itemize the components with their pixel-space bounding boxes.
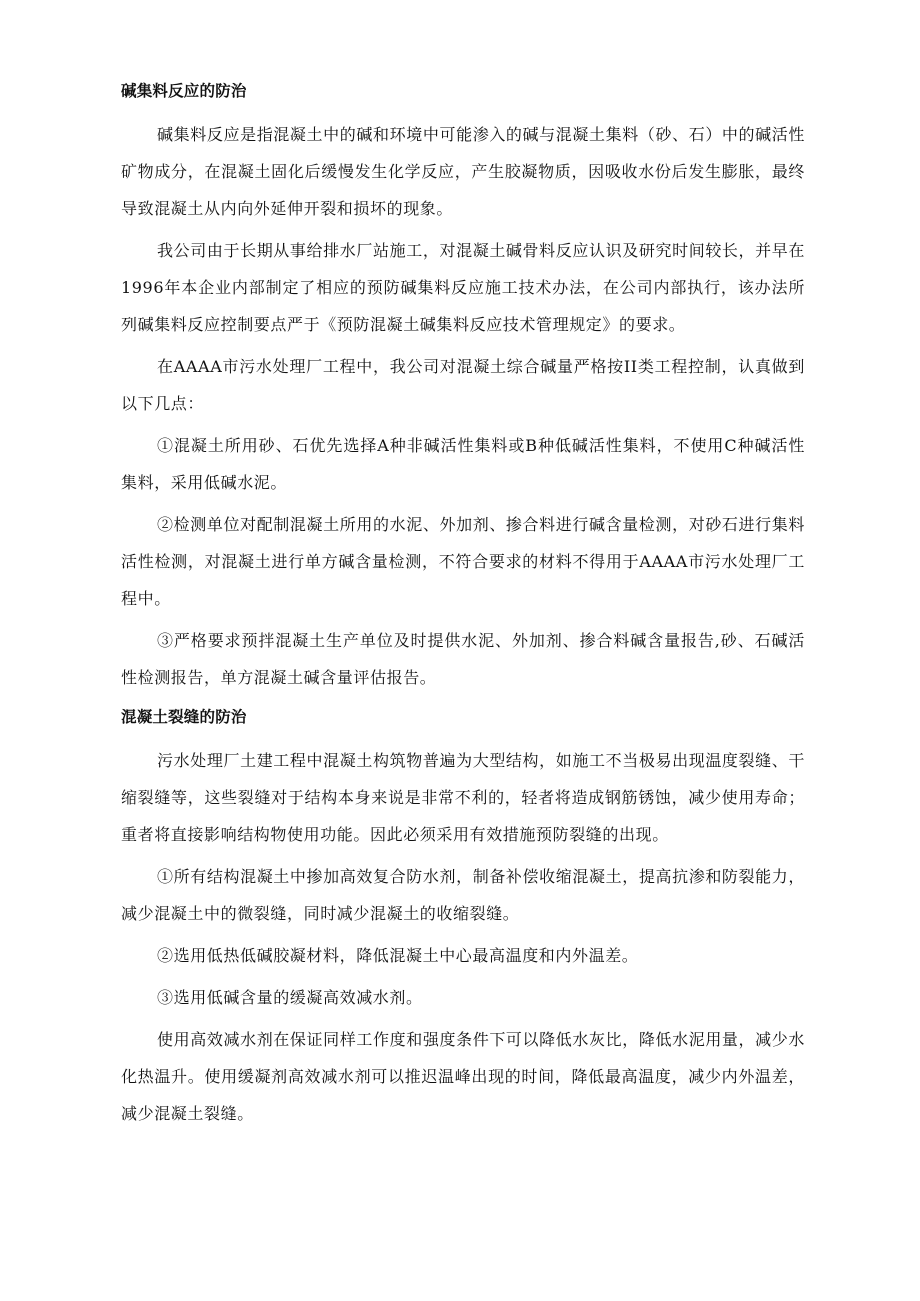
list-item-waterproofing-agent: ①所有结构混凝土中掺加高效复合防水剂，制备补偿收缩混凝土，提高抗渗和防裂能力，减少混凝土中的微裂缝，同时减少混凝土的收缩裂缝。 [121, 867, 805, 923]
list-item-supplier-reports: ③严格要求预拌混凝土生产单位及时提供水泥、外加剂、掺合料碱含量报告,砂、石碱活性检测报告，单方混凝土碱含量评估报告。 [121, 631, 805, 687]
list-item-retarding-reducer: ③选用低碱含量的缓凝高效减水剂。 [157, 988, 423, 1007]
paragraph-water-reducer-usage: 使用高效减水剂在保证同样工作度和强度条件下可以降低水灰比，降低水泥用量，减少水化热温升。使用缓凝剂高效减水剂可以推迟温峰出现的时间，降低最高温度，减少内外温差，减少混凝土裂缝。 [121, 1030, 805, 1123]
list-item-alkali-testing: ②检测单位对配制混凝土所用的水泥、外加剂、掺合料进行碱含量检测，对砂石进行集料活性检测，对混凝土进行单方碱含量检测，不符合要求的材料不得用于AAAA市污水处理厂工程中。 [121, 515, 805, 608]
document-body [121, 76, 805, 1137]
paragraph-definition: 碱集料反应是指混凝土中的碱和环境中可能渗入的碱与混凝土集料（砂、石）中的碱活性矿物成分，在混凝土固化后缓慢发生化学反应，产生胶凝物质，因吸收水份后发生膨胀，最终导致混凝土从内向外延伸开裂和损坏的现象。 [121, 125, 805, 218]
list-item-aggregate-selection: ①混凝土所用砂、石优先选择A种非碱活性集料或B种低碱活性集料，不使用C种碱活性集料，采用低碱水泥。 [121, 436, 805, 492]
section-heading-alkali-aggregate: 碱集料反应的防治 [121, 82, 247, 100]
section-heading-crack-prevention: 混凝土裂缝的防治 [121, 708, 247, 726]
paragraph-project-control: 在AAAA市污水处理厂工程中，我公司对混凝土综合碱量严格按II类工程控制，认真做到以下几点： [121, 357, 805, 413]
paragraph-company-experience: 我公司由于长期从事给排水厂站施工，对混凝土碱骨料反应认识及研究时间较长，并早在1996年本企业内部制定了相应的预防碱集料反应施工技术办法，在公司内部执行，该办法所列碱集料反应控制要点严于《预防混凝土碱集料反应技术管理规定》的要求。 [121, 241, 805, 334]
paragraph-crack-intro: 污水处理厂土建工程中混凝土构筑物普遍为大型结构，如施工不当极易出现温度裂缝、干缩裂缝等，这些裂缝对于结构本身来说是非常不利的，轻者将造成钢筋锈蚀，减少使用寿命；重者将直接影响结构物使用功能。因此必须采用有效措施预防裂缝的出现。 [121, 751, 805, 844]
list-item-low-heat-binder: ②选用低热低碱胶凝材料，降低混凝土中心最高温度和内外温差。 [157, 946, 639, 965]
